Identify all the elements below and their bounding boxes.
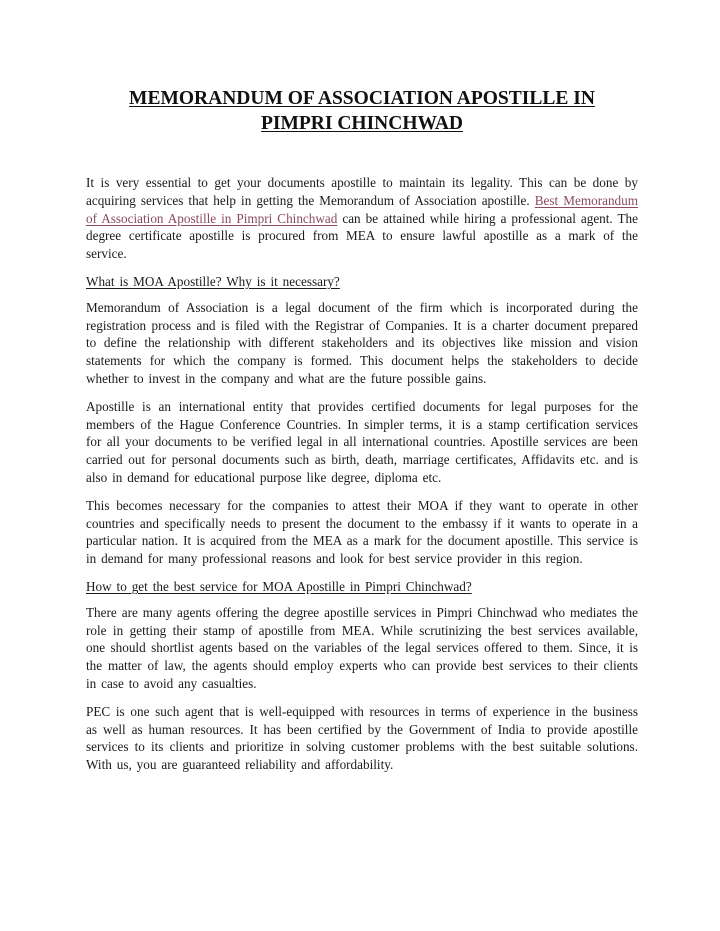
paragraph-necessity: This becomes necessary for the companies to attest their MOA if they want to operate in other countries and specifically needs to present the document to the embassy if it wants to operate in a particular nation. It is acquired from the MEA as a mark for the document apostille. This service is in demand for many professional reasons and look for best service provider in this region. [86,497,638,567]
intro-text-before-link: It is very essential to get your documents apostille to maintain its legality. This can be done by acquiring services that help in getting the Memorandum of Association apostille. [86,175,638,208]
paragraph-apostille-definition: Apostille is an international entity that provides certified documents for legal purposes for the members of the Hague Conference Countries. In simpler terms, it is a stamp certification services for all your documents to be verified legal in all international countries. Apostille services are been carried out for personal documents such as birth, death, marriage certificates, Affidavits etc. and is also in demand for educational purpose like degree, diploma etc. [86,398,638,485]
paragraph-pec: PEC is one such agent that is well-equipped with resources in terms of experience in the business as well as human resources. It has been certified by the Government of India to provide apostille services to its clients and prioritize in solving customer problems with the best suitable solutions. With us, you are guaranteed reliability and affordability. [86,703,638,773]
title-line-1: MEMORANDUM OF ASSOCIATION APOSTILLE IN [129,88,595,109]
paragraph-moa-definition: Memorandum of Association is a legal document of the firm which is incorporated during the registration process and is filed with the Registrar of Companies. It is a charter document prepared to define the relationship with different stakeholders and its objectives like mission and vision statements for which the company is formed. This document helps the stakeholders to decide whether to invest in the company and what are the future possible gains. [86,299,638,386]
intro-paragraph [86,174,638,263]
paragraph-agents: There are many agents offering the degree apostille services in Pimpri Chinchwad who mediates the role in getting their stamp of apostille from MEA. While scrutinizing the best services available, one should shortlist agents based on the variables of the legal services offered to them. Since, it is the matter of law, the agents should employ experts who can provide best services to their clients in case to avoid any casualties. [86,604,638,691]
best-moa-apostille-link[interactable]: Best Memorandum of Association Apostille in Pimpri Chinchwad [86,192,638,226]
section-heading-what-is-moa: What is MOA Apostille? Why is it necessary? [86,273,340,289]
title-line-2: PIMPRI CHINCHWAD [260,113,464,134]
intro-text-after-link: can be attained while hiring a professional agent. The degree certificate apostille is procured from MEA to ensure lawful apostille as a mark of the service. [86,210,638,262]
section-heading-how-to-get: How to get the best service for MOA Apostille in Pimpri Chinchwad? [86,578,472,594]
document-title [86,86,638,136]
